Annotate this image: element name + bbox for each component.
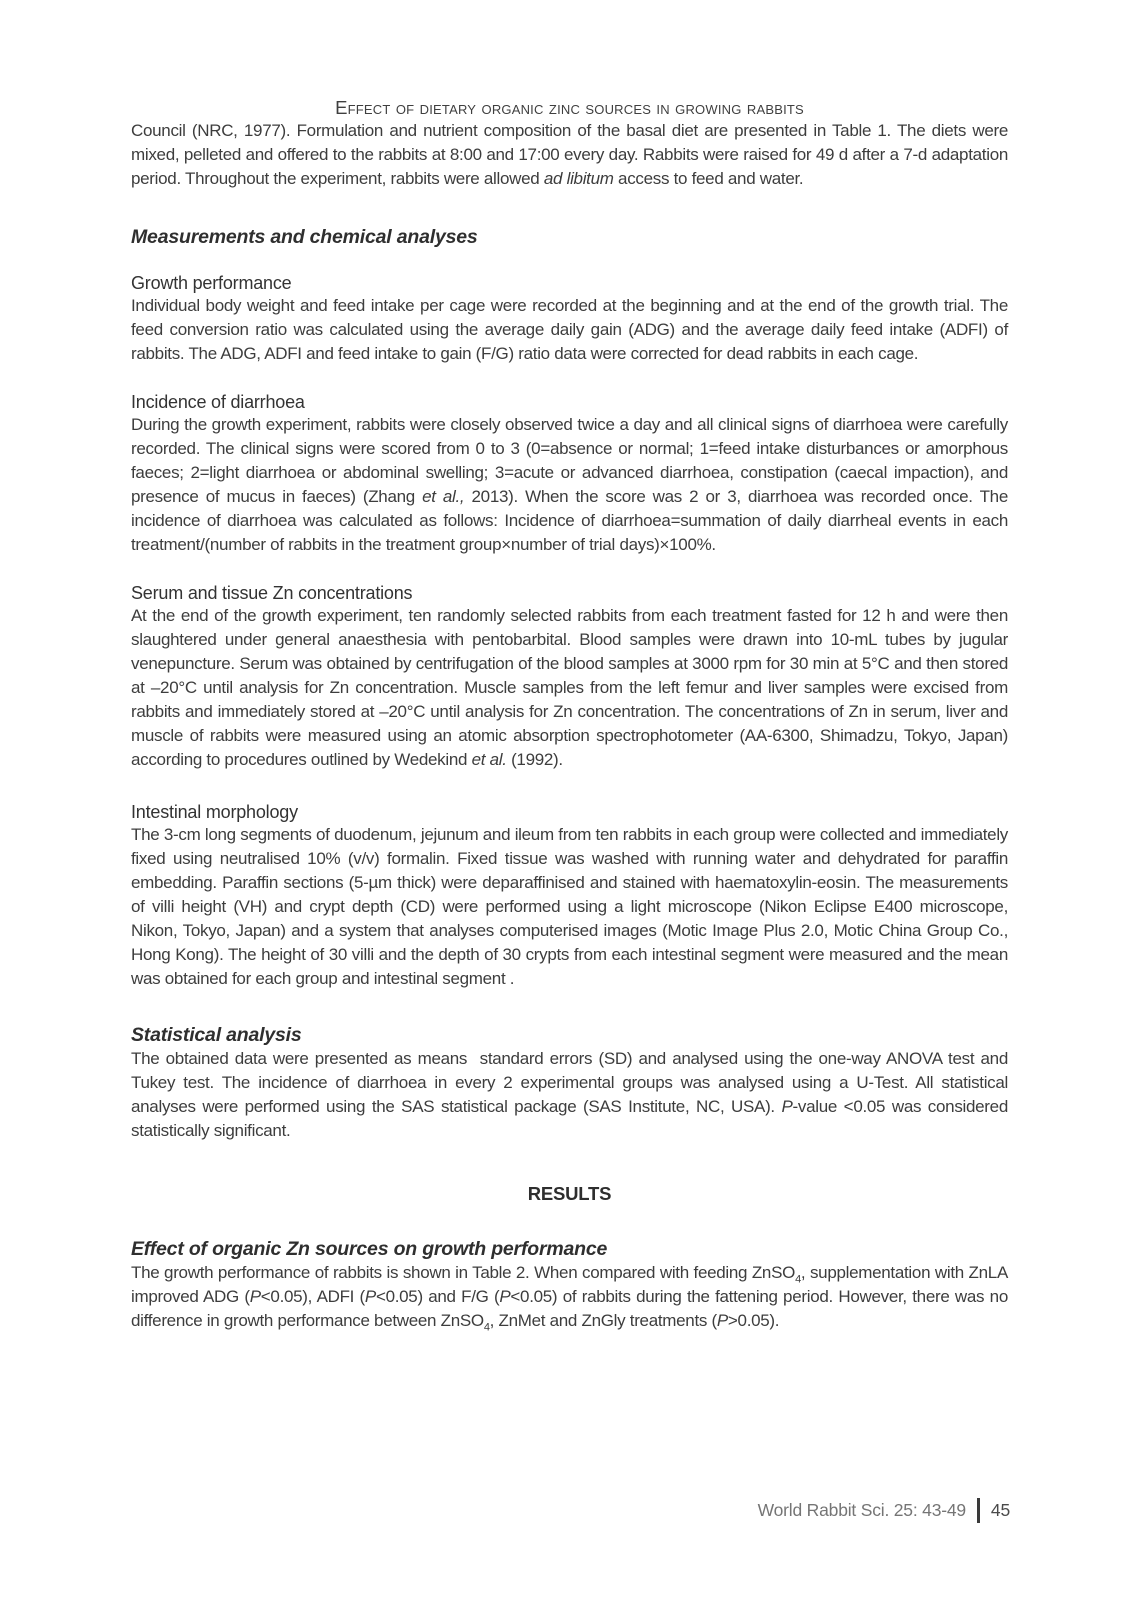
running-head: Effect of dietary organic zinc sources in growing rabbits bbox=[335, 97, 804, 118]
page-content bbox=[131, 0, 1008, 1333]
paragraph-incidence-of-diarrhoea: During the growth experiment, rabbits were closely observed twice a day and all clinical signs of diarrhoea were carefully recorded. The clinical signs were scored from 0 to 3 (0=absence or normal; 1=feed intake disturbances or amorphous faeces; 2=light diarrhoea or abdominal swelling; 3=acute or advanced diarrhoea, constipation (caecal impaction), and presence of mucus in faeces) (Zhang et al., 2013). When the score was 2 or 3, diarrhoea was recorded once. The incidence of diarrhoea was calculated as follows: Incidence of diarrhoea=summation of daily diarrheal events in each treatment/(number of rabbits in the treatment group×number of trial days)×100%. bbox=[131, 415, 1008, 554]
paragraph-growth-performance: Individual body weight and feed intake per cage were recorded at the beginning and at the end of the growth trial. The feed conversion ratio was calculated using the average daily gain (ADG) and the average daily feed intake (ADFI) of rabbits. The ADG, ADFI and feed intake to gain (F/G) ratio data were corrected for dead rabbits in each cage. bbox=[131, 296, 1008, 363]
paragraph-serum-tissue-zn: At the end of the growth experiment, ten randomly selected rabbits from each treatment fasted for 12 h and were then slaughtered under general anaesthesia with pentobarbital. Blood samples were drawn into 10-mL tubes by jugular venepuncture. Serum was obtained by centrifugation of the blood samples at 3000 rpm for 30 min at 5°C and then stored at –20°C until analysis for Zn concentration. Muscle samples from the left femur and liver samples were excised from rabbits and immediately stored at –20°C until analysis for Zn concentration. The concentrations of Zn in serum, liver and muscle of rabbits were measured using an atomic absorption spectrophotometer (AA-6300, Shimadzu, Tokyo, Japan) according to procedures outlined by Wedekind et al. (1992). bbox=[131, 606, 1008, 769]
paragraph-effect-organic-zn: The growth performance of rabbits is shown in Table 2. When compared with feeding ZnSO$_4$, supplementation with ZnLA improved ADG (P<0.05), ADFI (P<0.05) and F/G (P<0.05) of rabbits during the fattening period. However, there was no difference in growth performance between ZnSO$_4$, ZnMet and ZnGly treatments (P>0.05). bbox=[131, 1263, 1008, 1334]
heading-statistical-analysis: Statistical analysis bbox=[131, 1024, 302, 1046]
subheading-serum-tissue-zn: Serum and tissue Zn concentrations bbox=[131, 583, 413, 603]
heading-measurements-chemical-analyses: Measurements and chemical analyses bbox=[131, 226, 478, 248]
paragraph-diet-intro: Council (NRC, 1977). Formulation and nutrient composition of the basal diet are presented in Table 1. The diets were mixed, pelleted and offered to the rabbits at 8:00 and 17:00 every day. Rabbits were raised for 49 d after a 7-d adaptation period. Throughout the experiment, rabbits were allowed ad libitum access to feed and water. bbox=[131, 121, 1008, 188]
paragraph-statistical-analysis: The obtained data were presented as means standard errors (SD) and analysed using the one-way ANOVA test and Tukey test. The incidence of diarrhoea in every 2 experimental groups was analysed using a U-Test. All statistical analyses were performed using the SAS statistical package (SAS Institute, NC, USA). P-value <0.05 was considered statistically significant. bbox=[131, 1049, 1008, 1140]
page-footer bbox=[758, 1498, 1010, 1523]
heading-effect-organic-zn: Effect of organic Zn sources on growth performance bbox=[131, 1238, 608, 1260]
section-title-results: RESULTS bbox=[527, 1183, 612, 1204]
footer-divider bbox=[977, 1498, 980, 1523]
subheading-intestinal-morphology: Intestinal morphology bbox=[131, 802, 298, 822]
page-number: 45 bbox=[990, 1500, 1010, 1520]
subheading-incidence-of-diarrhoea: Incidence of diarrhoea bbox=[131, 392, 305, 412]
paragraph-intestinal-morphology: The 3-cm long segments of duodenum, jejunum and ileum from ten rabbits in each group were collected and immediately fixed using neutralised 10% (v/v) formalin. Fixed tissue was washed with running water and dehydrated for paraffin embedding. Paraffin sections (5-µm thick) were deparaffinised and stained with haematoxylin-eosin. The measurements of villi height (VH) and crypt depth (CD) were performed using a light microscope (Nikon Eclipse E400 microscope, Nikon, Tokyo, Japan) and a system that analyses computerised images (Motic Image Plus 2.0, Motic China Group Co., Hong Kong). The height of 30 villi and the depth of 30 crypts from each intestinal segment were measured and the mean was obtained for each group and intestinal segment . bbox=[131, 825, 1008, 988]
subheading-growth-performance: Growth performance bbox=[131, 273, 292, 293]
journal-citation: World Rabbit Sci. 25: 43-49 bbox=[757, 1500, 966, 1520]
